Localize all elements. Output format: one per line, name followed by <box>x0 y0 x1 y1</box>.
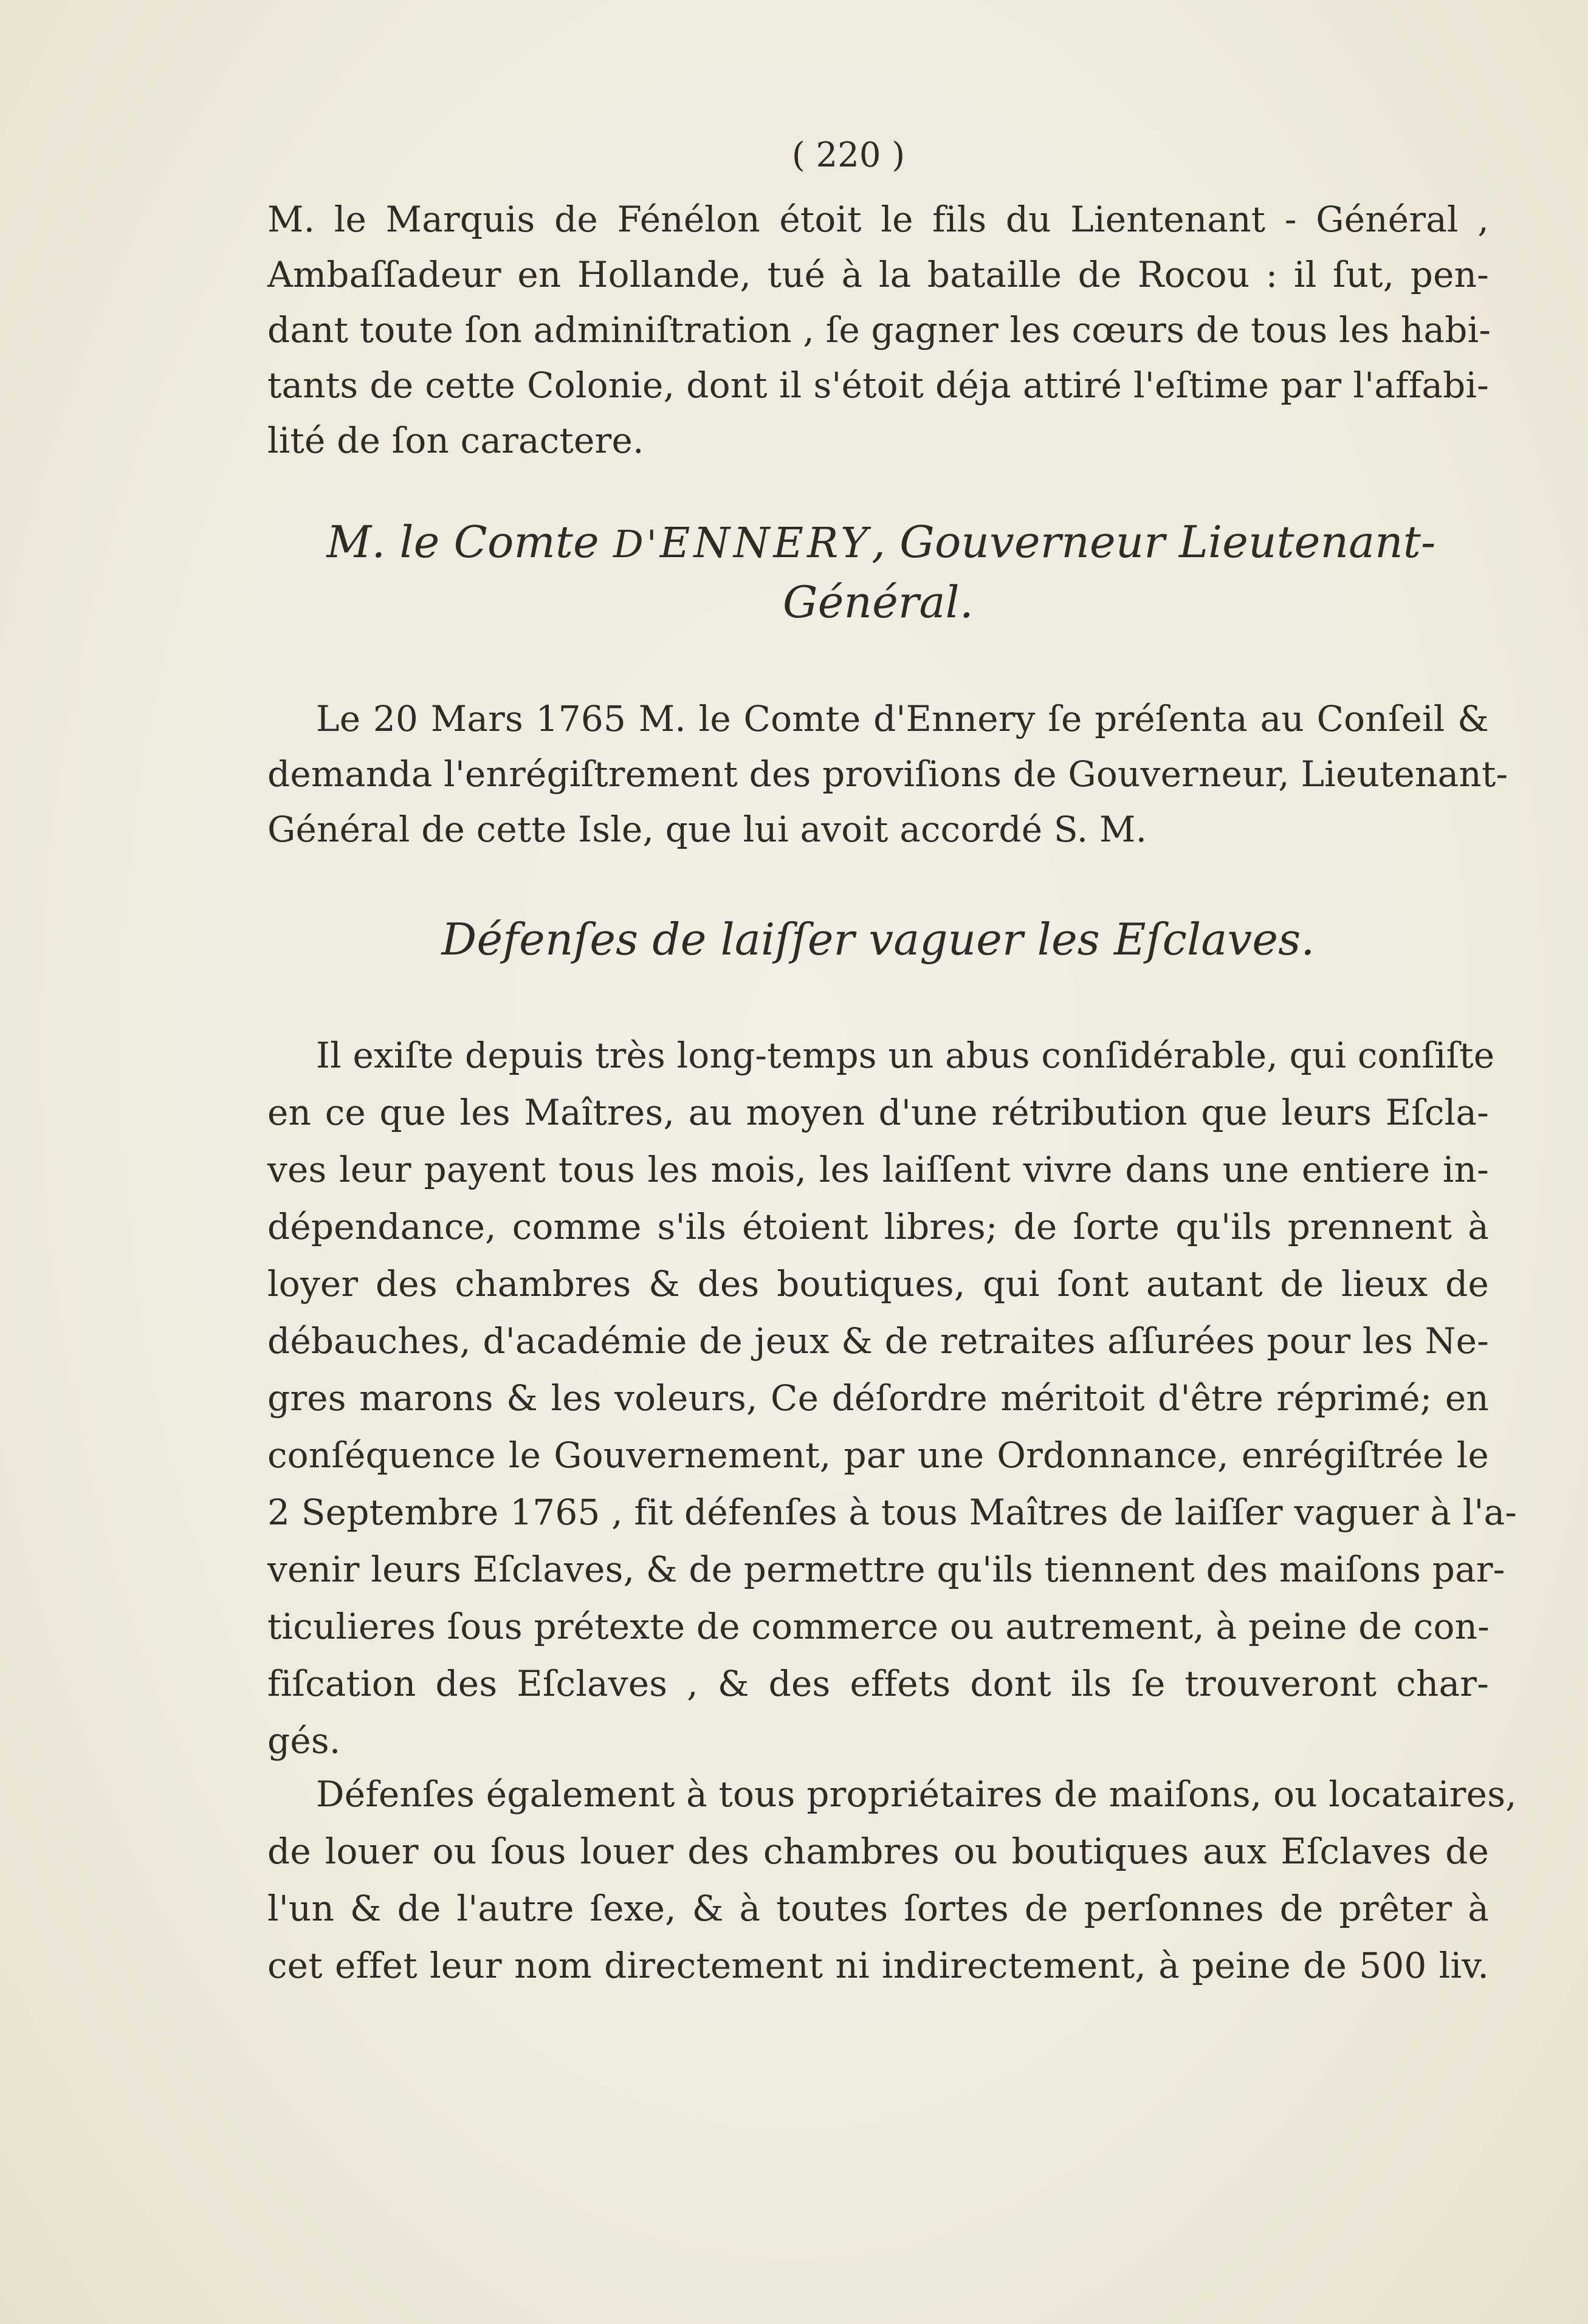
paragraph-2-line-2: demanda l'enrégiſtrement des proviſions de Gouverneur, Lieutenant- <box>267 753 1508 795</box>
paragraph-1-line-3: dant toute ſon adminiſtration , ſe gagner les cœurs de tous les habi- <box>267 309 1491 351</box>
paragraph-2-line-3: Général de cette Isle, que lui avoit accordé S. M. <box>267 809 1147 850</box>
heading-general: Général. <box>783 577 974 628</box>
heading-comte-name: ENNERY <box>659 519 872 567</box>
paragraph-3-line-2: en ce que les Maîtres, au moyen d'une rétribution que leurs Eſcla- <box>267 1092 1489 1133</box>
page-number: ( 220 ) <box>791 135 906 175</box>
paragraph-3-line-8: conſéquence le Gouvernement, par une Ordonnance, enrégiſtrée le <box>267 1435 1489 1476</box>
paragraph-3-line-10: venir leurs Eſclaves, & de permettre qu'ils tiennent des maiſons par- <box>267 1549 1505 1590</box>
paragraph-3-line-12: fiſcation des Eſclaves , & des effets dont ils ſe trouveront char- <box>267 1663 1489 1704</box>
paragraph-3-line-5: loyer des chambres & des boutiques, qui ſont autant de lieux de <box>267 1263 1489 1304</box>
paragraph-3-line-3: ves leur payent tous les mois, les laiſſent vivre dans une entiere in- <box>267 1149 1489 1190</box>
heading-comte-suffix: , Gouverneur Lieutenant- <box>871 516 1436 567</box>
paragraph-3-line-9: 2 Septembre 1765 , fit défenſes à tous Maîtres de laiſſer vaguer à l'a- <box>267 1492 1518 1533</box>
heading-comte-particle: D' <box>613 522 660 566</box>
paragraph-1-line-1: M. le Marquis de Fénélon étoit le fils du Lientenant - Général , <box>267 199 1489 240</box>
paragraph-4-line-2: de louer ou ſous louer des chambres ou boutiques aux Eſclaves de <box>267 1831 1489 1872</box>
paragraph-3-line-11: ticulieres ſous prétexte de commerce ou autrement, à peine de con- <box>267 1606 1490 1647</box>
heading-comte-prefix: M. le Comte <box>326 516 599 567</box>
paragraph-3-line-1: Il exiſte depuis très long-temps un abus conſidérable, qui conſiſte <box>316 1035 1495 1076</box>
heading-comte-dennery <box>255 516 1507 567</box>
paragraph-2-line-1: Le 20 Mars 1765 M. le Comte d'Ennery ſe préſenta au Conſeil & <box>316 698 1489 739</box>
paragraph-1-line-2: Ambaſſadeur en Hollande, tué à la bataille de Rocou : il ſut, pen- <box>267 254 1489 295</box>
paragraph-4-line-3: l'un & de l'autre ſexe, & à toutes ſortes de perſonnes de prêter à <box>267 1888 1489 1929</box>
paragraph-4-line-1: Défenſes également à tous propriétaires de maiſons, ou locataires, <box>316 1774 1517 1815</box>
paragraph-3-line-4: dépendance, comme s'ils étoient libres; de ſorte qu'ils prennent à <box>267 1206 1489 1247</box>
paragraph-1-line-5: lité de ſon caractere. <box>267 420 644 461</box>
paragraph-3-line-13: gés. <box>267 1720 341 1761</box>
paragraph-1-line-4: tants de cette Colonie, dont il s'étoit déja attiré l'eſtime par l'affabi- <box>267 365 1489 406</box>
paragraph-3-line-6: débauches, d'académie de jeux & de retraites aſſurées pour les Ne- <box>267 1320 1489 1362</box>
paragraph-3-line-7: gres marons & les voleurs, Ce déſordre méritoit d'être réprimé; en <box>267 1377 1489 1419</box>
heading-defenses: Défenſes de laiſſer vaguer les Eſclaves. <box>441 914 1315 965</box>
paragraph-4-line-4: cet effet leur nom directement ni indirectement, à peine de 500 liv. <box>267 1945 1489 1986</box>
